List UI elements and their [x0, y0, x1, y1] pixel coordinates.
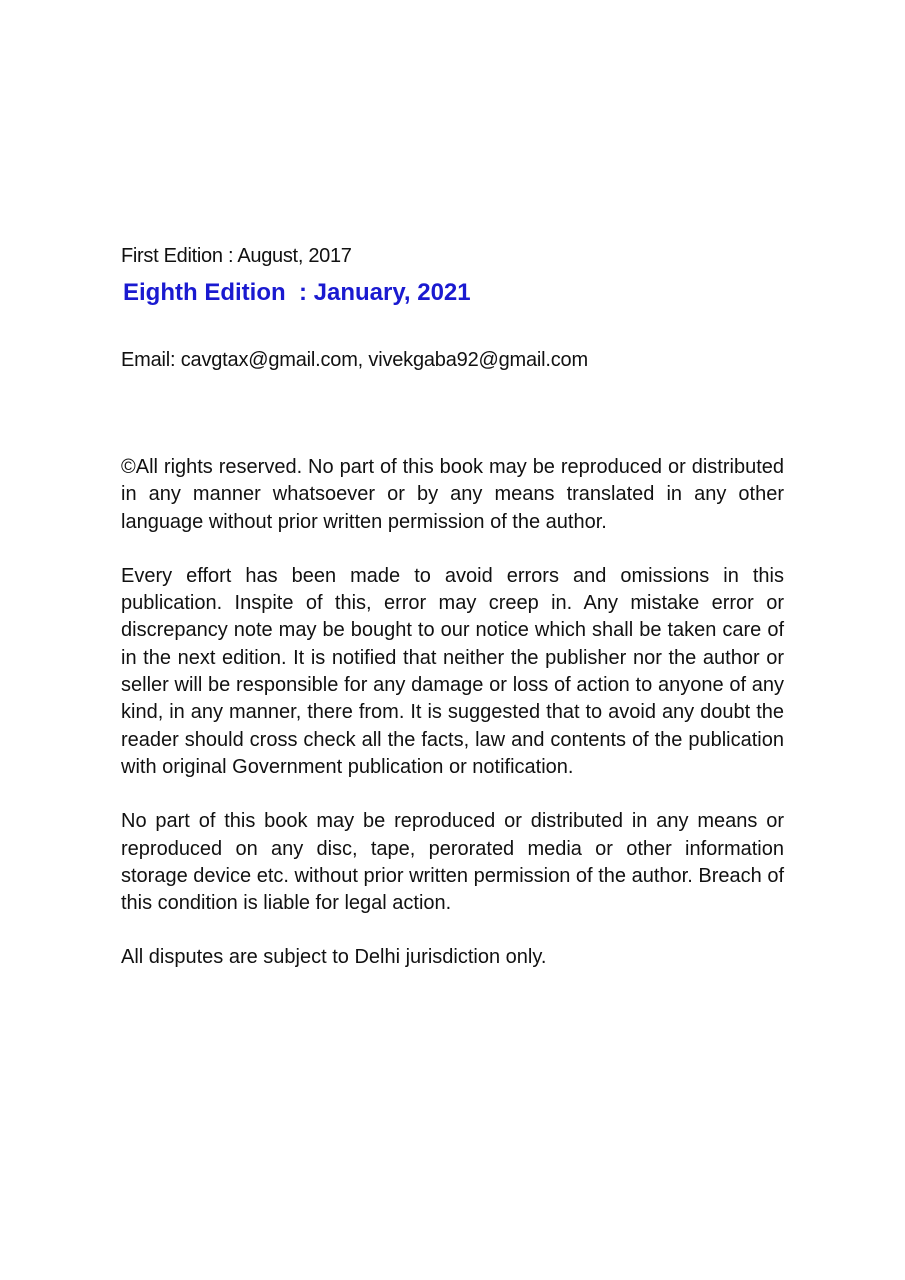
reproduction-notice-paragraph: No part of this book may be reproduced or distributed in any means or reproduced on any disc, tape, perorated media or other information storage device etc. without prior written permission of the author. Breach of this condition is liable for legal action.: [121, 810, 784, 915]
errors-disclaimer-paragraph: Every effort has been made to avoid errors and omissions in this publication. Inspite of this, error may creep in. Any mistake error or discrepancy note may be bought to our notice which shall be taken care of in the next edition. It is notified that neither the publisher nor the author or seller will be responsible for any damage or loss of action to anyone of any kind, in any manner, there from. It is suggested that to avoid any doubt the reader should cross check all the facts, law and contents of the publication with original Government publication or notification.: [121, 564, 784, 778]
email-line: Email: cavgtax@gmail.com, vivekgaba92@gmail.com: [121, 349, 588, 371]
eighth-edition-line: Eighth Edition : January, 2021: [123, 279, 471, 306]
copyright-page-content: [121, 242, 784, 972]
jurisdiction-paragraph: All disputes are subject to Delhi jurisdiction only.: [121, 946, 547, 969]
rights-reserved-paragraph: ©All rights reserved. No part of this book may be reproduced or distributed in any manner whatsoever or by any means translated in any other language without prior written permission of the author.: [121, 456, 784, 533]
first-edition-line: First Edition : August, 2017: [121, 245, 352, 267]
